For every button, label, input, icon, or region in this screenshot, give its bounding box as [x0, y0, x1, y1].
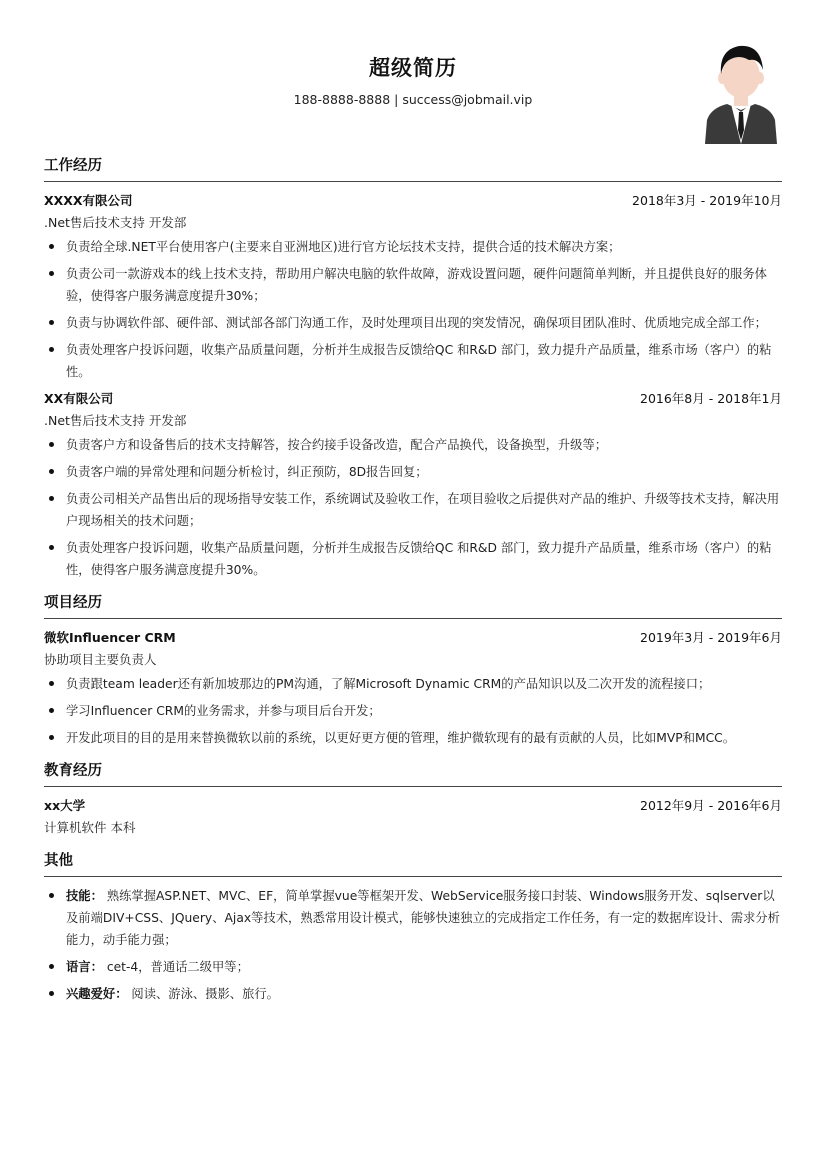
degree: 计算机软件 本科 — [44, 820, 136, 835]
bullet-dot-icon — [49, 964, 54, 969]
bullet-item: 学习Influencer CRM的业务需求，并参与项目后台开发； — [44, 700, 782, 722]
bullet-dot-icon — [49, 735, 54, 740]
project-name: 微软Influencer CRM — [44, 630, 176, 645]
work-entry — [44, 190, 782, 383]
bullet-dot-icon — [49, 320, 54, 325]
bullet-item: 负责与协调软件部、硬件部、测试部各部门沟通工作，及时处理项目出现的突发情况，确保项目团队准时、优质地完成全部工作； — [44, 312, 782, 334]
resume-name: 超级简历 — [369, 56, 457, 80]
work-section — [44, 156, 782, 581]
date-range: 2012年9月 - 2016年6月 — [640, 798, 782, 813]
section-title-projects: 项目经历 — [44, 593, 782, 619]
bullet-dot-icon — [49, 545, 54, 550]
bullet-dot-icon — [49, 244, 54, 249]
bullet-dot-icon — [49, 496, 54, 501]
work-entry — [44, 388, 782, 581]
bullet-item: 负责给全球.NET平台使用客户(主要来自亚洲地区)进行官方论坛技术支持，提供合适的技术解决方案； — [44, 236, 782, 258]
job-role: .Net售后技术支持 开发部 — [44, 413, 187, 428]
school-name: xx大学 — [44, 798, 86, 813]
job-role: .Net售后技术支持 开发部 — [44, 215, 187, 230]
bullet-dot-icon — [49, 708, 54, 713]
section-title-other: 其他 — [44, 851, 782, 877]
bullet-item: 开发此项目的目的是用来替换微软以前的系统，以更好更方便的管理，维护微软现有的最有贡献的人员，比如MVP和MCC。 — [44, 727, 782, 749]
date-range: 2016年8月 - 2018年1月 — [640, 391, 782, 406]
bullet-dot-icon — [49, 893, 54, 898]
date-range: 2019年3月 - 2019年6月 — [640, 630, 782, 645]
bullet-item: 负责客户方和设备售后的技术支持解答，按合约接手设备改造，配合产品换代，设备换型，升级等； — [44, 434, 782, 456]
bullet-item: 负责跟team leader还有新加坡那边的PM沟通，了解Microsoft Dynamic CRM的产品知识以及二次开发的流程接口； — [44, 673, 782, 695]
project-entry — [44, 627, 782, 749]
company-name: XX有限公司 — [44, 391, 114, 406]
bullet-dot-icon — [49, 681, 54, 686]
hobbies-item: 兴趣爱好： 阅读、游泳、摄影、旅行。 — [44, 983, 782, 1005]
other-section — [44, 851, 782, 1005]
date-range: 2018年3月 - 2019年10月 — [632, 193, 782, 208]
company-name: XXXX有限公司 — [44, 193, 133, 208]
projects-section — [44, 593, 782, 749]
language-item: 语言： cet-4，普通话二级甲等； — [44, 956, 782, 978]
education-entry — [44, 795, 782, 839]
section-title-work: 工作经历 — [44, 156, 782, 182]
bullet-dot-icon — [49, 442, 54, 447]
bullet-item: 负责公司一款游戏本的线上技术支持，帮助用户解决电脑的软件故障，游戏设置问题，硬件问题简单判断，并且提供良好的服务体验，使得客户服务满意度提升30%； — [44, 263, 782, 307]
project-role: 协助项目主要负责人 — [44, 652, 157, 667]
education-section — [44, 761, 782, 839]
bullet-dot-icon — [49, 469, 54, 474]
bullet-dot-icon — [49, 347, 54, 352]
bullet-item: 负责处理客户投诉问题，收集产品质量问题，分析并生成报告反馈给QC 和R&D 部门，致力提升产品质量，维系市场（客户）的粘性。 — [44, 339, 782, 383]
bullet-dot-icon — [49, 271, 54, 276]
skills-item: 技能： 熟练掌握ASP.NET、MVC、EF，简单掌握vue等框架开发、WebService服务接口封装、Windows服务开发、sqlserver以及前端DIV+CSS、JQuery、Ajax等技术，熟悉常用设计模式，能够快速独立的完成指定工作任务，有一定的数据库设计、需求分析能力，动手能力强； — [44, 885, 782, 951]
bullet-item: 负责公司相关产品售出后的现场指导安装工作，系统调试及验收工作，在项目验收之后提供对产品的维护、升级等技术支持，解决用户现场相关的技术问题； — [44, 488, 782, 532]
contact-info: 188-8888-8888 | success@jobmail.vip — [293, 92, 533, 107]
section-title-education: 教育经历 — [44, 761, 782, 787]
bullet-item: 负责处理客户投诉问题，收集产品质量问题，分析并生成报告反馈给QC 和R&D 部门，致力提升产品质量，维系市场（客户）的粘性，使得客户服务满意度提升30%。 — [44, 537, 782, 581]
bullet-dot-icon — [49, 991, 54, 996]
resume-content — [44, 156, 782, 1017]
bullet-item: 负责客户端的异常处理和问题分析检讨，纠正预防，8D报告回复； — [44, 461, 782, 483]
avatar-icon — [703, 40, 779, 144]
